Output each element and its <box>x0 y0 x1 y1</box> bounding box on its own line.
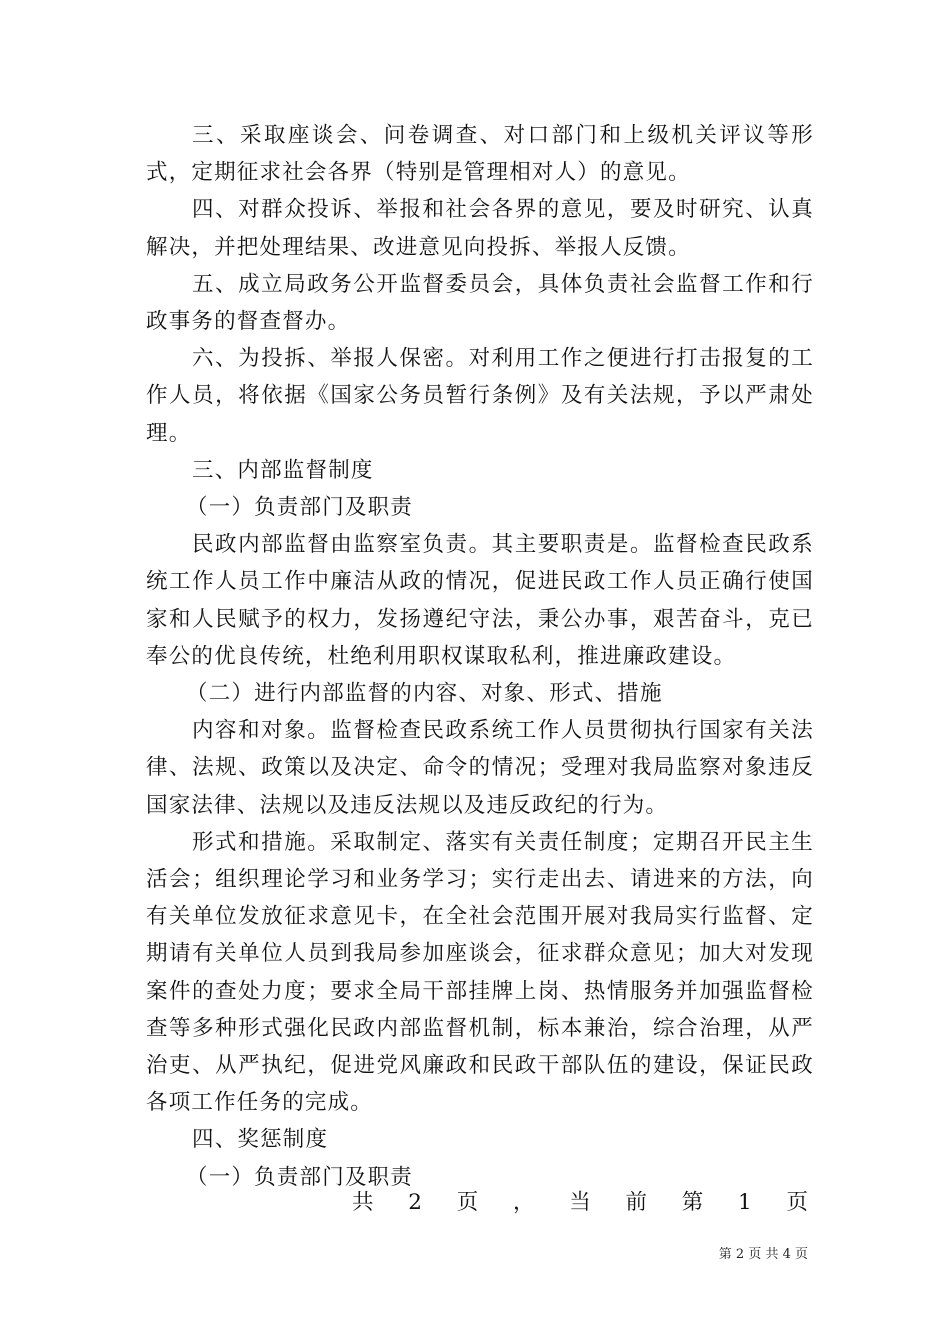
paragraph-forms-measures: 形式和措施。采取制定、落实有关责任制度；定期召开民主生活会；组织理论学习和业务学习；实行走出去、请进来的方法，向有关单位发放征求意见卡，在全社会范围开展对我局实行监督、定期请有关单位人员到我局参加座谈会，征求群众意见；加大对发现案件的查处力度；要求全局干部挂牌上岗、热情服务并加强监督检查等多种形式强化民政内部监督机制，标本兼治，综合治理，从严治吏、从严执纪，促进党风廉政和民政干部队伍的建设，保证民政各项工作任务的完成。 <box>146 829 814 1116</box>
subsection-heading-content-forms: （二）进行内部监督的内容、对象、形式、措施 <box>186 681 663 707</box>
counter-char: 1 <box>738 1190 752 1215</box>
paragraph-supervision-office: 民政内部监督由监察室负责。其主要职责是。监督检查民政系统工作人员工作中廉洁从政的情况，促进民政工作人员正确行使国家和人民赋予的权力，发扬遵纪守法，秉公办事，艰苦奋斗，克已奉公的优良传统，杜绝利用职权谋取私利，推进廉政建设。 <box>146 532 814 669</box>
paragraph-committee: 五、成立局政务公开监督委员会，具体负责社会监督工作和行政事务的督查督办。 <box>146 271 814 335</box>
counter-char: 当 <box>569 1190 591 1215</box>
page-counter <box>352 1188 808 1218</box>
document-body <box>146 117 814 1196</box>
paragraph-collect-opinions: 三、采取座谈会、问卷调查、对口部门和上级机关评议等形式，定期征求社会各界（特别是管理相对人）的意见。 <box>146 123 814 186</box>
counter-char: 共 <box>352 1190 374 1215</box>
counter-char: 前 <box>625 1190 648 1215</box>
paragraph-complaints: 四、对群众投诉、举报和社会各界的意见，要及时研究、认真解决，并把处理结果、改进意见向投拆、举报人反馈。 <box>146 197 814 260</box>
subsection-heading-responsibilities-2: （一）负责部门及职责 <box>186 1164 414 1190</box>
subsection-heading-responsibilities: （一）负责部门及职责 <box>186 495 414 521</box>
counter-char: 页 <box>456 1190 479 1215</box>
counter-char: 2 <box>408 1190 422 1215</box>
counter-char: 页 <box>786 1190 808 1215</box>
counter-char: 第 <box>681 1190 704 1215</box>
section-heading-internal-supervision: 三、内部监督制度 <box>192 457 374 483</box>
paragraph-content-objects: 内容和对象。监督检查民政系统工作人员贯彻执行国家有关法律、法规、政策以及决定、命令的情况；受理对我局监察对象违反国家法律、法规以及违反法规以及违反政纪的行为。 <box>146 718 814 818</box>
paragraph-confidentiality: 六、为投拆、举报人保密。对利用工作之便进行打击报复的工作人员，将依据《国家公务员暂行条例》及有关法规，予以严肃处理。 <box>146 346 814 446</box>
counter-char: ， <box>512 1190 535 1215</box>
section-heading-rewards-penalties: 四、奖惩制度 <box>192 1127 329 1153</box>
page-footer: 第 2 页 共 4 页 <box>718 1247 808 1262</box>
